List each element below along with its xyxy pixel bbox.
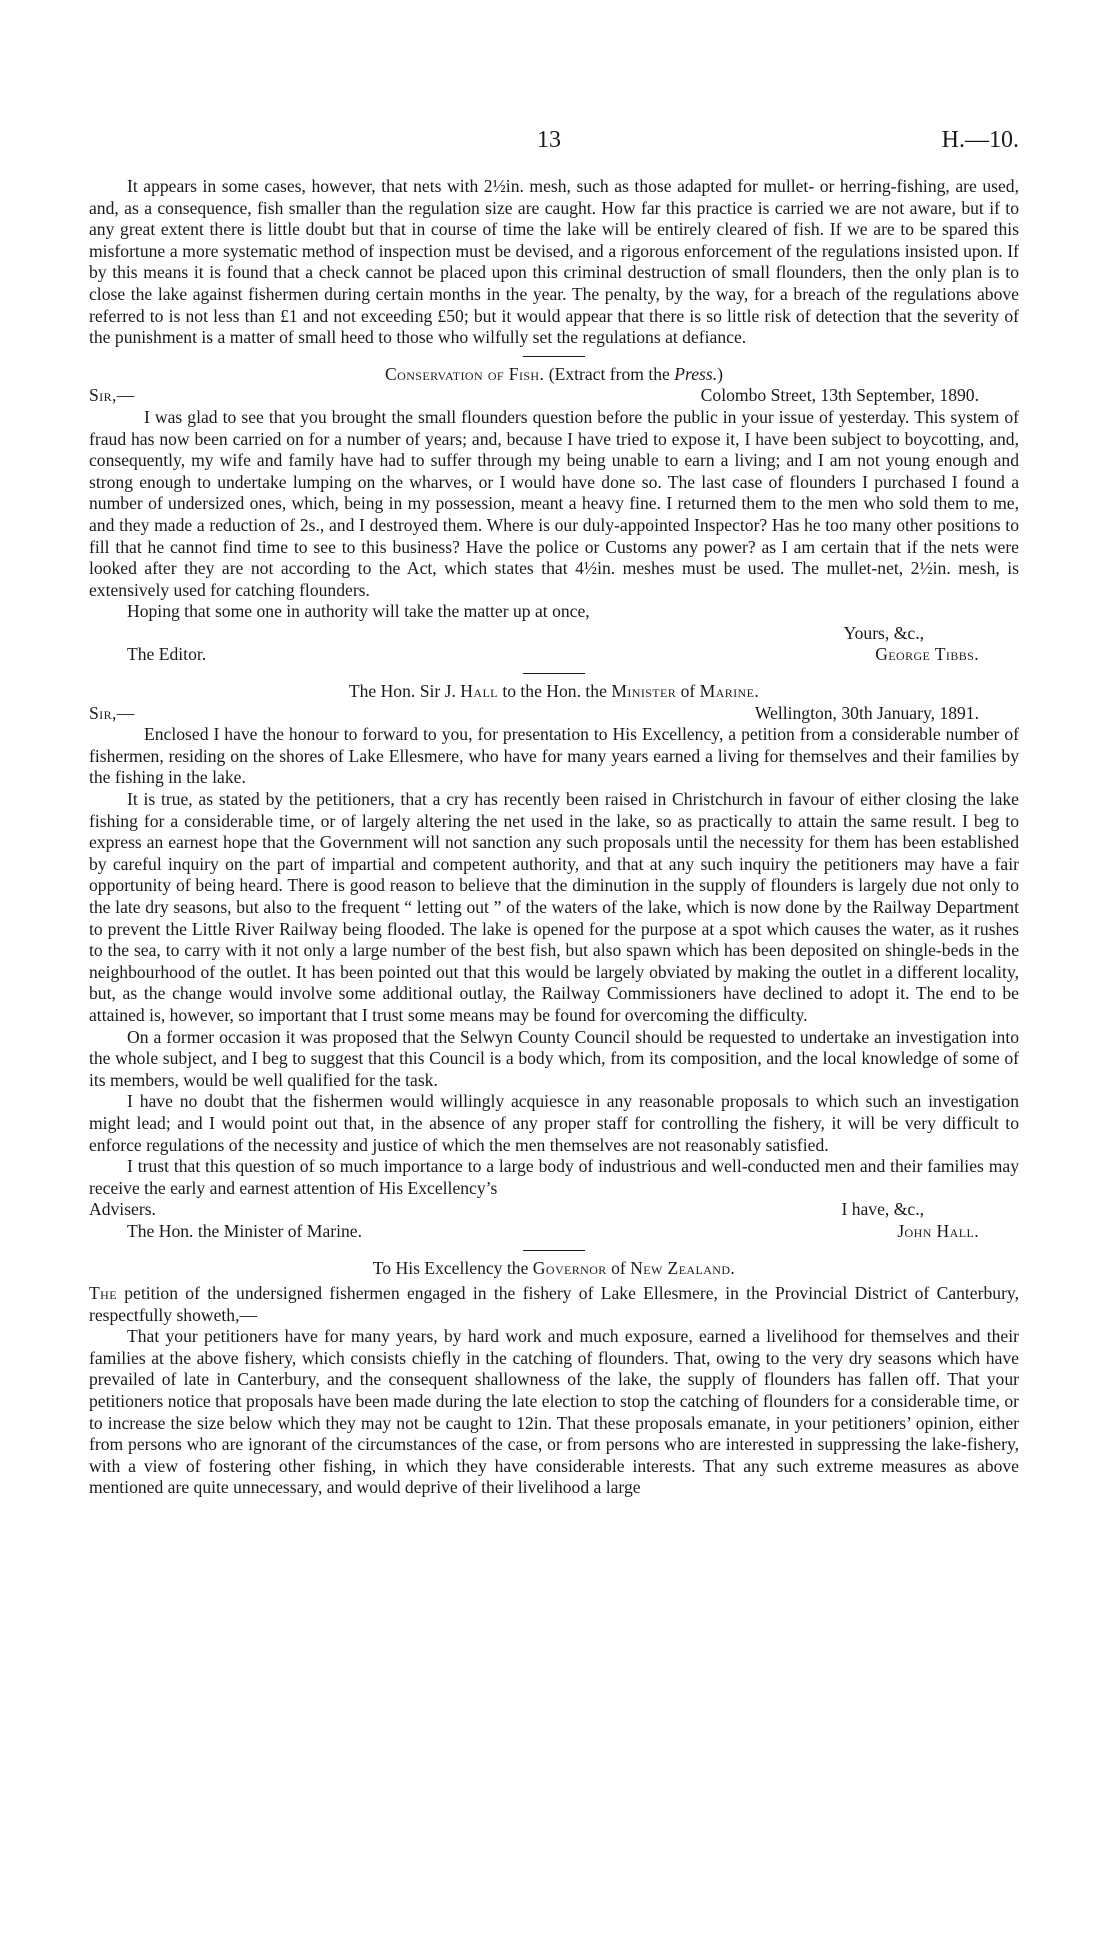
letter2-heading-row (89, 703, 1019, 725)
letter2-title-d: Minister (611, 681, 677, 702)
petition-title (89, 1258, 1019, 1280)
letter2-last-paragraph: I trust that this question of so much importance to a large body of industrious and well-conducted men and their families may receive the early and earnest attention of His Excellency’s (89, 1156, 1019, 1198)
letter2-paragraph: Enclosed I have the honour to forward to you, for presentation to His Excellency, a petition from a considerable number of fishermen, residing on the shores of Lake Ellesmere, who have for many years earned a living for themselves and their families by the fishing in the lake. (89, 724, 1019, 788)
letter1-title-end: ) (717, 363, 723, 384)
letter2-addressee: The Hon. the Minister of Marine. (127, 1220, 363, 1241)
letter2-address: Wellington, 30th January, 1891. (754, 702, 979, 723)
letter2-title-a: The Hon. Sir J. (348, 681, 456, 702)
petition-title-c: of (611, 1257, 626, 1278)
letter1-addressee: The Editor. (127, 644, 207, 665)
petition-title-d: New Zealand. (630, 1257, 736, 1278)
letter2-title-c: to the Hon. the (502, 681, 607, 702)
letter2-title-b: Hall (460, 681, 498, 702)
letter1-salutation: Sir,— (89, 385, 135, 406)
letter2-title (89, 681, 1019, 703)
page-body (89, 176, 1019, 1499)
document-reference: H.—10. (941, 127, 1019, 153)
letter2-paragraph: It is true, as stated by the petitioners, that a cry has recently been raised in Christchurch in favour of either closing the lake fishing for a considerable time, or of largely altering the net used in the lake, so as practically to attain the same result. I beg to express an earnest hope that the Government will not sanction any such proposals until the necessity for them has been established by careful inquiry on the part of impartial and competent authority, and that at any such inquiry the petitioners may have a fair opportunity of being heard. There is good reason to believe that the diminution in the supply of flounders is largely due not only to the late dry seasons, but also to the frequent “ letting out ” of the waters of the lake, which is now done by the Railway Department to prevent the Little River Railway being flooded. The lake is opened for the purpose at a spot which causes the water, as it rushes to the sea, to carry with it not only a large number of the best fish, but also spawn which has been deposited on shingle-beds in the neighbourhood of the outlet. It has been pointed out that this would be largely obviated by making the outlet in a different locality, but, as the change would involve some additional outlay, the Railway Commissioners have declined to adopt it. The end to be attained is, however, so important that I trust some means may be found for overcoming the difficulty. (89, 789, 1019, 1025)
letter1-heading-row (89, 385, 1019, 407)
letter2-paragraph: On a former occasion it was proposed that the Selwyn County Council should be requested to undertake an investigation into the whole subject, and I beg to suggest that this Council is a body which, from its composition, and the local knowledge of some of its members, would be well qualified for the task. (89, 1026, 1019, 1090)
petition-intro (89, 1283, 1019, 1326)
petition-body: That your petitioners have for many years, by hard work and much exposure, earned a livelihood for themselves and their families at the above fishery, which consists chiefly in the catching of flounders. That, owing to the very dry seasons which have prevailed of late in Canterbury, and the consequent shallowness of the lake, the supply of flounders has fallen off. That your petitioners notice that proposals have been made during the late election to stop the catching of flounders for a considerable time, or to increase the size below which they may not be caught to 12in. That these proposals emanate, in your petitioners’ opinion, either from persons who are ignorant of the circumstances of the case, or from persons who are interested in suppressing the lake-fishery, with a view of fostering other fishing, in which they have considerable interests. That any such extreme measures as above mentioned are quite unnecessary, and would deprive of their livelihood a large (89, 1326, 1019, 1498)
letter2-paragraph: I have no doubt that the fishermen would willingly acquiesce in any reasonable proposals to which such an investigation might lead; and I would point out that, in the absence of any proper staff for controlling the fishery, it will be very difficult to enforce regulations of the necessity and justice of which the men themselves are not reasonably satisfied. (89, 1091, 1019, 1155)
petition-lead-caps: The (89, 1283, 117, 1304)
letter1-closing: Yours, &c., (843, 622, 924, 643)
intro-paragraph: It appears in some cases, however, that nets with 2½in. mesh, such as those adapted for mullet- or herring-fishing, are used, and, as a consequence, fish smaller than the regulation size are caught. How far this practice is carried we are not aware, but if to any great extent there is little doubt but that in course of time the lake will be entirely cleared of fish. If we are to be spared this misfortune a more systematic method of inspection must be devised, and a rigorous enforcement of the regulations insisted upon. If by this means it is found that a check cannot be placed upon this criminal destruction of small flounders, then the only plan is to close the lake against fishermen during certain months in the year. The penalty, by the way, for a breach of the regulations above referred to is not less than £1 and not exceeding £50; but it would appear that there is so little risk of detection that the severity of the punishment is a matter of small heed to those who wilfully set the regulations at defiance. (89, 176, 1019, 348)
letter2-last-word: Advisers. (89, 1199, 156, 1220)
section-divider (523, 673, 585, 674)
letter1-signoff-row (89, 644, 1019, 666)
letter2-signoff-row (89, 1221, 1019, 1243)
letter1-body: I was glad to see that you brought the small flounders question before the public in your issue of yesterday. This system of fraud has now been carried on for a number of years; and, because I have tried to expose it, I have been subject to boycotting, and, consequently, my wife and family have had to suffer through my being unable to earn a living; and I am not young enough and strong enough to undertake lumping on the wharves, or I would have done so. The last case of flounders I purchased I found a number of undersized ones, which, being in my possession, meant a heavy fine. I returned them to the men who sold them to me, and they made a reduction of 2s., and I destroyed them. Where is our duly-appointed Inspector? Has he too many other positions to fill that he cannot find time to see to this business? Have the police or Customs any power? as I am certain that if the nets were looked after they are not according to the Act, which states that 4½in. meshes must be used. The mullet-net, 2½in. mesh, is extensively used for catching flounders. (89, 406, 1019, 600)
petition-title-a: To His Excellency the (372, 1257, 529, 1278)
section-divider (523, 356, 585, 357)
page-header (89, 127, 1019, 157)
letter1-signature: George Tibbs. (875, 644, 979, 665)
letter2-title-e: of (680, 681, 696, 702)
letter1-address: Colombo Street, 13th September, 1890. (700, 385, 979, 406)
letter1-hoping: Hoping that some one in authority will take the matter up at once, (127, 601, 590, 622)
petition-intro-text: petition of the undersigned fishermen engaged in the fishery of Lake Ellesmere, in the Provincial District of Canterbury, respectfully showeth,— (89, 1283, 1019, 1325)
petition-title-b: Governor (532, 1257, 607, 1278)
letter2-title-f: Marine. (699, 681, 760, 702)
letter2-salutation: Sir,— (89, 702, 135, 723)
letter1-title-rest: (Extract from the (548, 363, 670, 384)
letter1-title (89, 364, 1019, 386)
letter1-title-caps: Conservation of Fish. (385, 363, 545, 384)
section-divider (523, 1250, 585, 1251)
letter2-closing-row (89, 1199, 1019, 1221)
letter2-signature: John Hall. (897, 1220, 979, 1241)
letter1-title-italic: Press. (674, 363, 718, 384)
letter2-closing: I have, &c., (841, 1199, 924, 1220)
page-number: 13 (537, 127, 561, 153)
